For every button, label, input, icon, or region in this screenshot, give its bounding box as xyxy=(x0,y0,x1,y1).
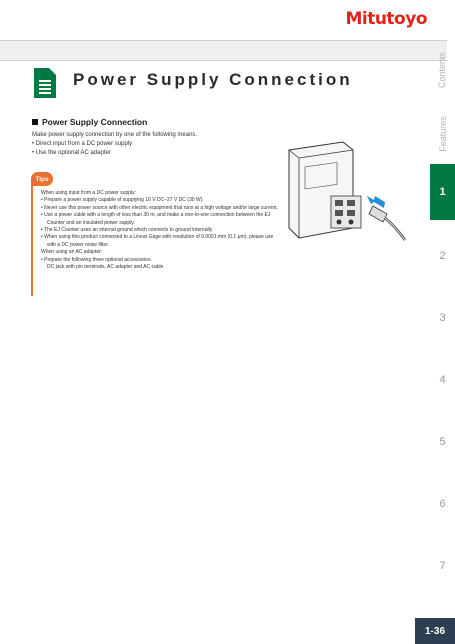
document-icon xyxy=(34,68,56,98)
section-heading-text: Power Supply Connection xyxy=(42,117,148,127)
tips-line: • Never use this power source with other electric equipment that runs at a high voltage and/or large current. xyxy=(41,204,278,211)
intro-line: • Direct input from a DC power supply xyxy=(32,141,133,147)
tips-text xyxy=(41,190,278,271)
intro-line: • Use the optional AC adapter xyxy=(32,150,111,156)
chapter-tab-5[interactable]: 5 xyxy=(439,436,446,448)
chapter-tab-7[interactable]: 7 xyxy=(439,560,446,572)
tips-line: • The EJ Counter uses an internal ground which connects to ground internally. xyxy=(41,227,214,234)
counter-device-illustration xyxy=(283,140,413,260)
chapter-tab-3[interactable]: 3 xyxy=(439,312,446,324)
tips-line: • Use a power cable with a length of less than 30 m, and make a one-to-one connection between the EJ xyxy=(41,212,271,219)
chapter-tab-2[interactable]: 2 xyxy=(439,250,446,262)
tips-line: • When using this product connected to a Linear Gage with resolution of 0.0001 mm (0.1 μm), please use xyxy=(41,234,274,241)
side-tab-contents-label: Contents xyxy=(437,51,448,89)
side-tab-contents[interactable] xyxy=(430,40,455,100)
tips-line: DC jack with pin terminals, AC adapter and AC cable. xyxy=(47,264,165,271)
chapter-tab-4[interactable]: 4 xyxy=(439,374,446,386)
side-tab-features-label: Features xyxy=(437,116,448,152)
chapter-tab-6[interactable]: 6 xyxy=(439,498,446,510)
tips-rule xyxy=(31,186,33,296)
tips-badge: Tips xyxy=(31,172,53,186)
brand-logo: Mitutoyo xyxy=(345,9,427,29)
page-title: Power Supply Connection xyxy=(73,70,353,89)
insert-arrow-icon xyxy=(367,196,385,208)
tips-line: • Prepare the following three optional accessories. xyxy=(41,256,152,263)
chapter-tab-1[interactable]: 1 xyxy=(430,164,455,220)
header-bar xyxy=(0,40,447,61)
tips-line: When using input from a DC power supply: xyxy=(41,190,137,196)
side-tab-features[interactable] xyxy=(430,104,455,164)
page-number: 1-36 xyxy=(415,618,455,644)
section-heading xyxy=(32,117,147,127)
tips-line: Counter and an insulated power supply. xyxy=(47,219,135,226)
tips-line: When using an AC adapter: xyxy=(41,249,103,256)
intro-line: Make power supply connection by one of the following means. xyxy=(32,132,198,138)
intro-text xyxy=(32,131,197,158)
tips-line: • Prepare a power supply capable of supplying 10 V DC–27 V DC (30 W). xyxy=(41,197,204,204)
square-bullet-icon xyxy=(32,119,38,125)
tips-line: with a DC power noise filter. xyxy=(47,241,109,248)
